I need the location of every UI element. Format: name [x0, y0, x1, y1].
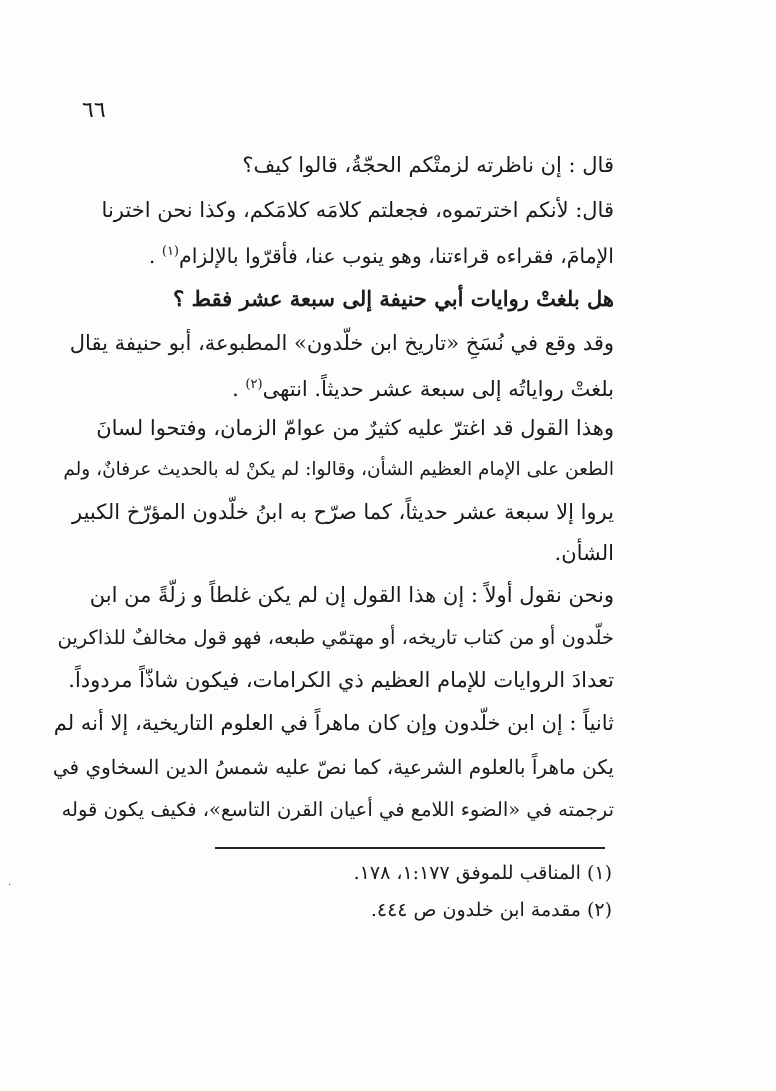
- footnote-2: (٢) مقدمة ابن خلدون ص ٤٤٤.: [370, 899, 612, 921]
- body-line: [52, 150, 614, 180]
- body-line: [52, 665, 614, 695]
- footnote-1: (١) المناقب للموفق ١:١٧٧، ١٧٨.: [353, 862, 612, 884]
- section-heading: [144, 284, 614, 314]
- page-number: ٦٦: [82, 98, 106, 123]
- body-line: [52, 328, 614, 358]
- footnote-separator: [215, 847, 605, 849]
- line-text: يكن ماهراً بالعلوم الشرعية، كما نصّ عليه شمسُ الدين السخاوي في: [52, 755, 614, 779]
- line-text: ترجمته في «الضوء اللامع في أعيان القرن التاسع»، فكيف يكون قوله: [61, 798, 614, 821]
- body-line: [52, 580, 614, 610]
- line-text: الإمامَ، فقراءه قراءتنا، وهو ينوب عنا، فأقرّوا بالإلزام: [179, 243, 614, 268]
- line-text: خلّدون أو من كتاب تاريخه، أو مهتمّي طبعه، فهو قول مخالفٌ للذاكرين: [57, 626, 614, 649]
- line-text: قال: لأنكم اخترتموه، فجعلتم كلامَه كلامَكم، وكذا نحن اخترنا: [101, 198, 614, 222]
- scan-speck: ·: [8, 880, 12, 891]
- body-line: [52, 455, 614, 485]
- footnote-ref: (٢): [245, 377, 263, 392]
- line-text: يروا إلا سبعة عشر حديثاً، كما صرّح به ابنُ خلّدون المؤرّخ الكبير: [72, 500, 614, 524]
- line-text: ونحن نقول أولاً : إن هذا القول إن لم يكن غلطاً و زلّةً من ابن: [89, 583, 614, 607]
- line-text: وهذا القول قد اغترّ عليه كثيرٌ من عوامّ الزمان، وفتحوا لسانَ: [96, 416, 614, 440]
- heading-text: هل بلغتْ روايات أبي حنيفة إلى سبعة عشر فقط ؟: [173, 286, 614, 311]
- body-line: [52, 795, 614, 825]
- body-text: [52, 0, 614, 1091]
- body-line: [52, 413, 614, 443]
- line-text: تعدادَ الروايات للإمام العظيم ذي الكرامات، فيكون شاذّاً مردوداً.: [68, 668, 614, 692]
- body-line: [52, 195, 614, 225]
- line-text: بلغتْ رواياتُه إلى سبعة عشر حديثاً. انتهى: [262, 377, 614, 401]
- body-line: [52, 752, 614, 782]
- line-text: وقد وقع في نُسَخِ «تاريخ ابن خلّدون» المطبوعة، أبو حنيفة يقال: [69, 331, 614, 355]
- body-line: [52, 497, 614, 527]
- body-line: [52, 538, 614, 568]
- body-line: [52, 623, 614, 653]
- footnote-ref: (١): [161, 244, 179, 259]
- body-line: بلغتْ رواياتُه إلى سبعة عشر حديثاً. انتهى$^{(٢)}$ .: [232, 377, 614, 401]
- line-text: ثانياً : إن ابن خلّدون وإن كان ماهراً في العلوم التاريخية، إلا أنه لم: [53, 711, 614, 735]
- body-line: [52, 708, 614, 738]
- body-line: الإمامَ، فقراءه قراءتنا، وهو ينوب عنا، فأقرّوا بالإلزام$^{(١)}$ .: [148, 243, 614, 268]
- line-text: قال : إن ناظرته لزمتْكم الحجّةُ، قالوا كيف؟: [242, 153, 614, 177]
- line-text: الطعن على الإمام العظيم الشأن، وقالوا: لم يكنْ له بالحديث عرفانٌ، ولم: [63, 459, 614, 480]
- line-text: الشأن.: [554, 541, 614, 565]
